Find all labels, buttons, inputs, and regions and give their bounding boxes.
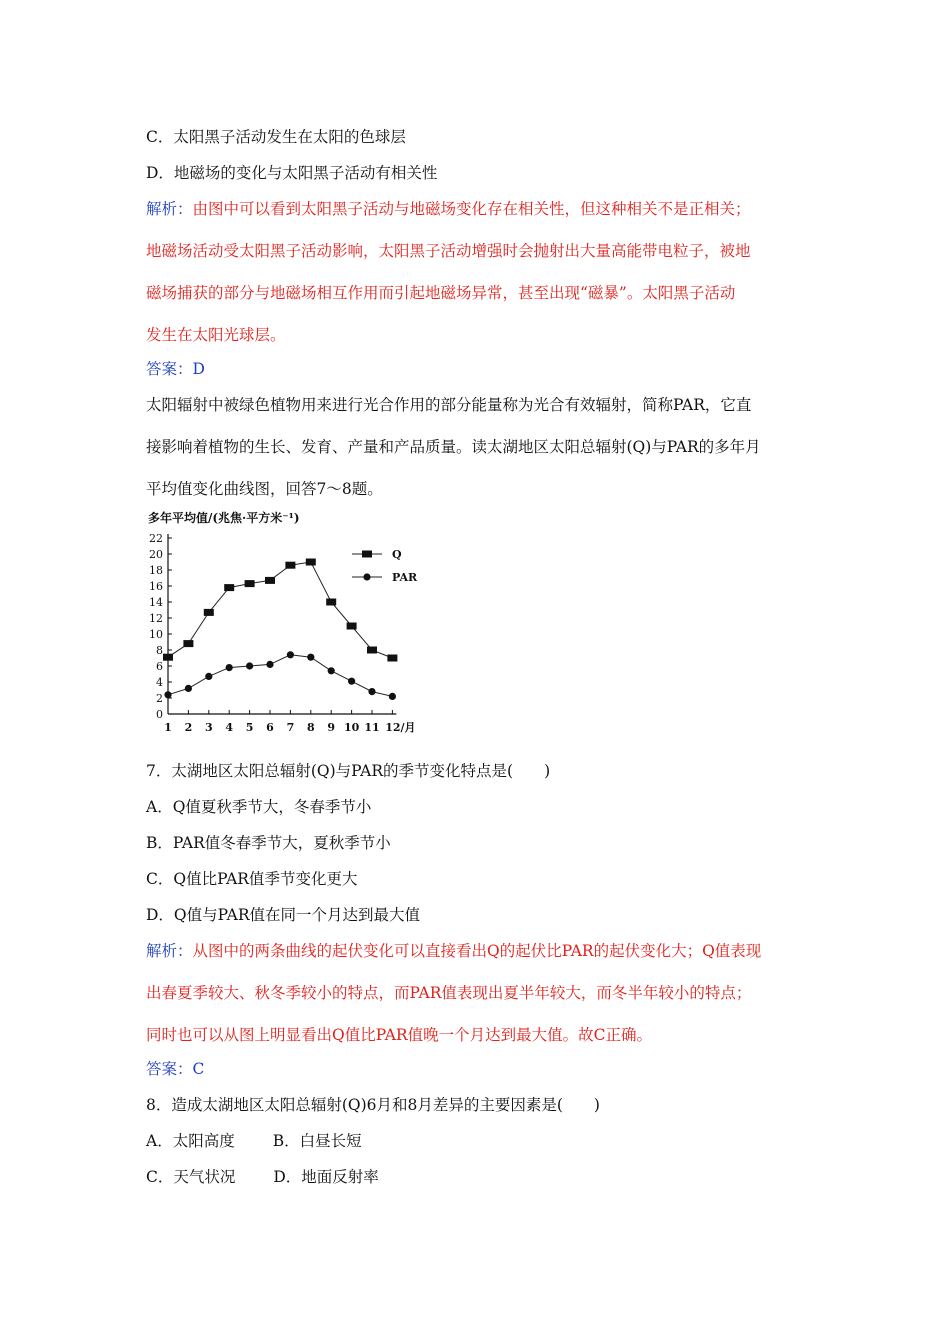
analysis-label: 解析：	[146, 942, 193, 960]
x-tick-label: 8	[306, 721, 315, 734]
intro-line-3: 平均值变化曲线图，回答7～8题。	[146, 480, 383, 498]
q-point	[306, 559, 316, 566]
q8-option-b: B．白昼长短	[272, 1132, 362, 1150]
q-point	[224, 584, 234, 591]
q7-analysis-line-1	[146, 940, 820, 962]
analysis-text: 由图中可以看到太阳黑子活动与地磁场变化存在相关性，但这种相关不是正相关；	[192, 200, 751, 218]
y-tick-label: 6	[156, 660, 163, 673]
par-point	[328, 667, 335, 674]
y-tick-label: 12	[149, 612, 163, 625]
par-point	[205, 673, 212, 680]
legend	[352, 548, 418, 584]
legend-label: PAR	[392, 571, 418, 584]
q-point	[204, 609, 214, 616]
q-point	[245, 580, 255, 587]
analysis-text: 从图中的两条曲线的起伏变化可以直接看出Q的起伏比PAR的起伏变化大；Q值表现	[192, 942, 762, 960]
q8-stem: 8．造成太湖地区太阳总辐射(Q)6月和8月差异的主要因素是( )	[146, 1096, 600, 1114]
legend-circle-marker	[363, 573, 370, 580]
q7-analysis-line-3: 同时也可以从图上明显看出Q值比PAR值晚一个月达到最大值。故C正确。	[146, 1026, 652, 1044]
x-tick-label: 6	[266, 721, 274, 734]
q6-answer: 答案：D	[146, 360, 205, 378]
x-tick-label: 3	[204, 721, 213, 734]
q-point	[347, 623, 357, 630]
q8-option-a: A．太阳高度	[146, 1132, 235, 1150]
x-axis	[164, 710, 415, 734]
q-point	[285, 562, 295, 569]
y-tick-label: 14	[149, 596, 163, 609]
y-tick-label: 18	[149, 564, 163, 577]
par-point	[226, 664, 233, 671]
q7-stem: 7．太湖地区太阳总辐射(Q)与PAR的季节变化特点是( )	[146, 762, 551, 780]
q6-analysis-line-3: 磁场捕获的部分与地磁场相互作用而引起地磁场异常，甚至出现“磁暴”。太阳黑子活动	[146, 284, 736, 302]
y-tick-label: 0	[156, 708, 163, 721]
q8-options-row-2	[146, 1166, 820, 1188]
x-tick-label: 9	[327, 721, 336, 734]
series-line-q	[168, 562, 392, 658]
q8-option-c: C．天气状况	[146, 1168, 236, 1186]
q6-analysis-line-2: 地磁场活动受太阳黑子活动影响，太阳黑子活动增强时会抛射出大量高能带电粒子，被地	[146, 242, 751, 260]
x-tick-label: 1	[164, 721, 172, 734]
x-tick-label: 12/月	[385, 721, 416, 734]
x-tick-label: 7	[286, 721, 295, 734]
y-tick-label: 16	[149, 580, 163, 593]
legend-label: Q	[392, 548, 402, 561]
q-point	[163, 654, 173, 661]
x-tick-label: 11	[364, 721, 380, 734]
x-tick-label: 5	[245, 721, 254, 734]
y-tick-label: 10	[149, 628, 163, 641]
chart-title: 多年平均值/(兆焦·平方米⁻¹)	[148, 511, 300, 525]
par-point	[389, 693, 396, 700]
legend-square-marker	[362, 551, 372, 558]
q-point	[326, 599, 336, 606]
y-tick-label: 4	[156, 676, 163, 689]
par-point	[266, 661, 273, 668]
par-point	[246, 662, 253, 669]
q6-option-d: D．地磁场的变化与太阳黑子活动有相关性	[146, 164, 438, 182]
par-point	[287, 651, 294, 658]
q7-analysis-line-2: 出春夏季较大、秋冬季较小的特点，而PAR值表现出夏半年较大，而冬半年较小的特点；	[146, 984, 752, 1002]
q7-option-a: A．Q值夏秋季节大，冬春季节小	[146, 798, 372, 816]
x-tick-label: 4	[225, 721, 234, 734]
q-point	[387, 655, 397, 662]
q7-option-b: B．PAR值冬春季节大，夏秋季节小	[146, 834, 391, 852]
x-tick-label: 2	[184, 721, 193, 734]
radiation-line-chart	[140, 508, 440, 740]
series-layer	[163, 559, 397, 701]
series-line-par	[168, 655, 392, 697]
q-point	[265, 577, 275, 584]
q6-analysis-line-4: 发生在太阳光球层。	[146, 326, 286, 344]
y-tick-label: 22	[149, 532, 163, 545]
q-point	[367, 647, 377, 654]
par-point	[368, 688, 375, 695]
par-point	[164, 691, 171, 698]
q8-options-row-1	[146, 1130, 820, 1152]
par-point	[185, 685, 192, 692]
q7-option-d: D．Q值与PAR值在同一个月达到最大值	[146, 906, 421, 924]
analysis-label: 解析：	[146, 200, 193, 218]
par-point	[348, 678, 355, 685]
intro-line-2: 接影响着植物的生长、发育、产量和产品质量。读太湖地区太阳总辐射(Q)与PAR的多年月	[146, 438, 761, 456]
intro-line-1: 太阳辐射中被绿色植物用来进行光合作用的部分能量称为光合有效辐射，简称PAR，它直	[146, 396, 752, 414]
x-tick-label: 10	[343, 721, 360, 734]
q-point	[183, 640, 193, 647]
q7-option-c: C．Q值比PAR值季节变化更大	[146, 870, 358, 888]
y-tick-label: 2	[156, 692, 163, 705]
q6-option-c: C．太阳黑子活动发生在太阳的色球层	[146, 128, 406, 146]
q8-option-d: D．地面反射率	[273, 1168, 379, 1186]
q7-answer: 答案：C	[146, 1060, 205, 1078]
q6-analysis-line-1	[146, 198, 820, 220]
par-point	[307, 654, 314, 661]
y-tick-label: 20	[149, 548, 163, 561]
y-tick-label: 8	[156, 644, 163, 657]
